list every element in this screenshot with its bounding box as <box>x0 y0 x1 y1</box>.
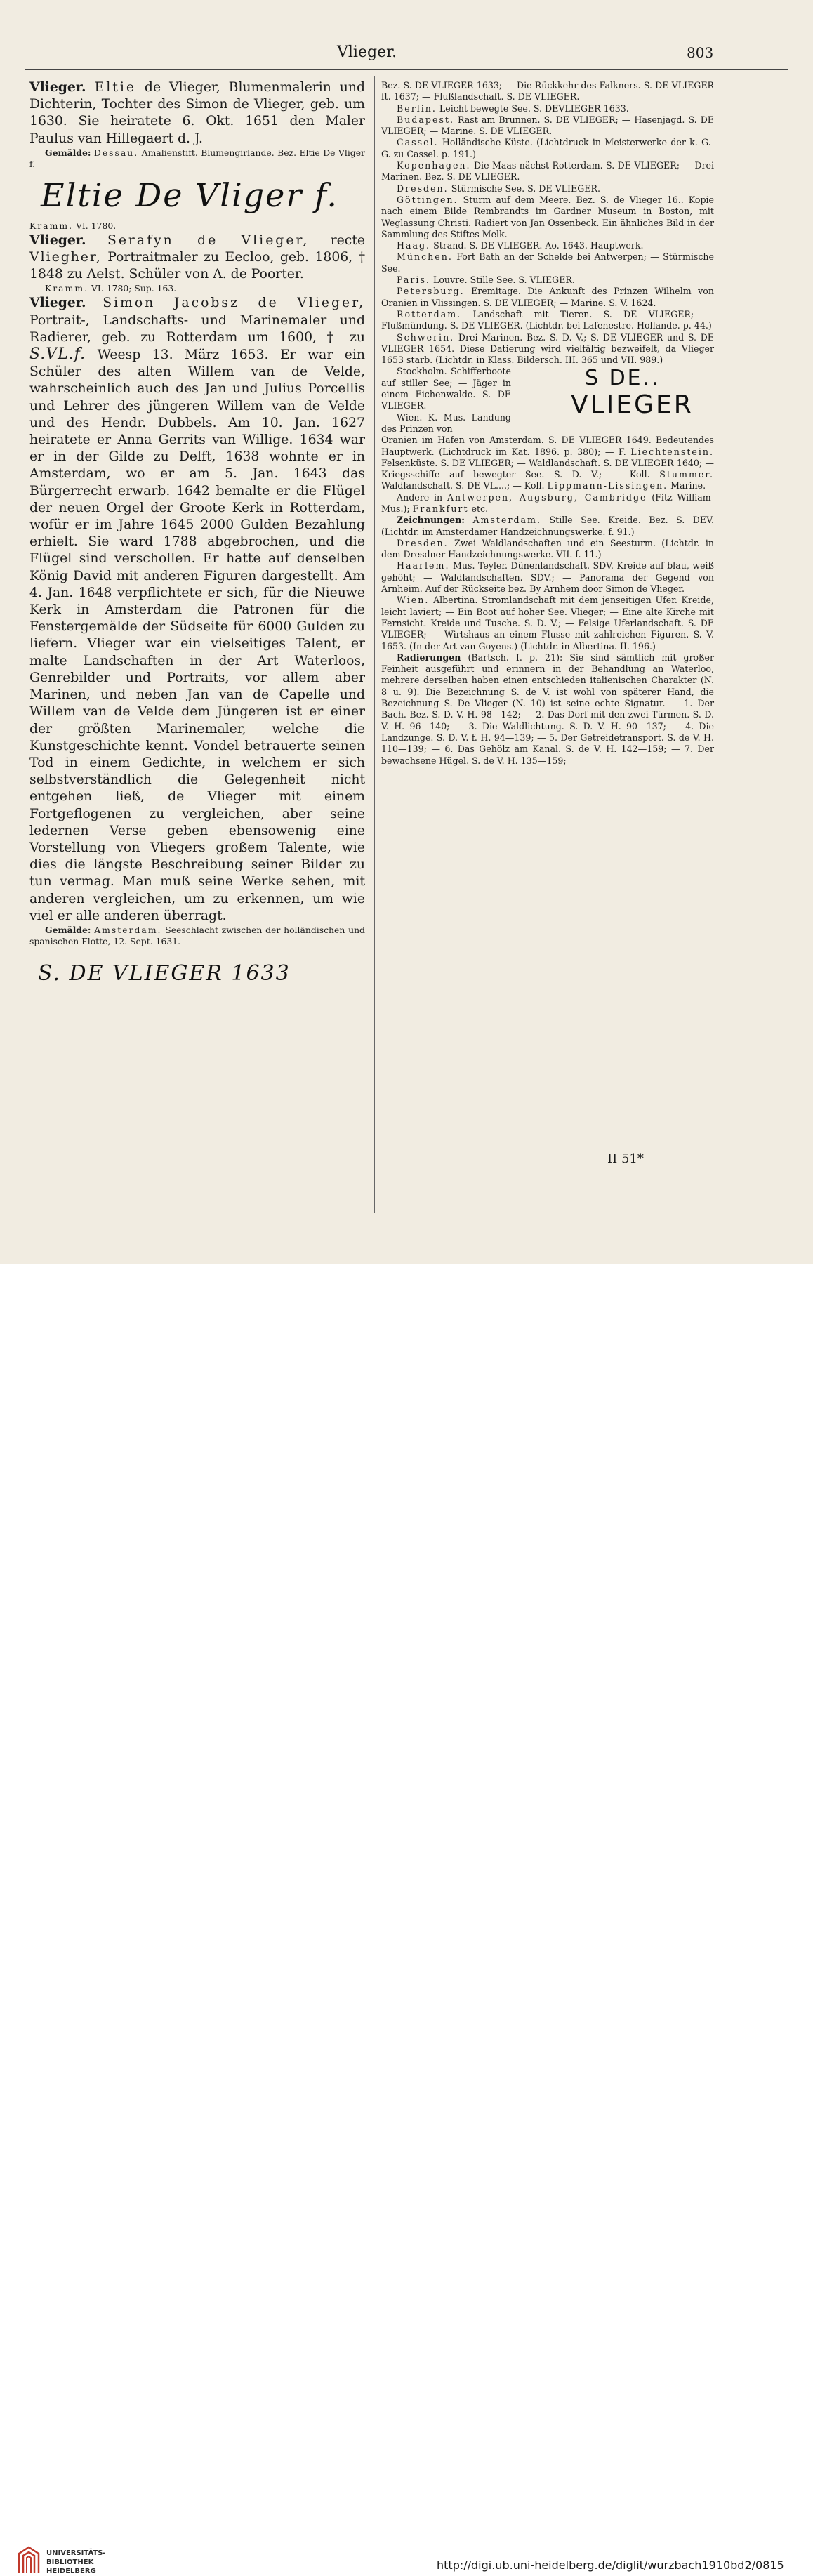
city: Dresden. <box>397 183 449 194</box>
works-text: Louvre. Stille See. S. VLIEGER. <box>432 275 575 286</box>
etchings-paragraph <box>381 652 714 767</box>
running-head: Vlieger. <box>337 44 397 61</box>
drawings-paragraph <box>381 538 714 561</box>
city: Petersburg. <box>397 286 465 297</box>
city: Rotterdam. <box>397 308 462 319</box>
entry-text: Portrait-, Landschafts- und Marinemaler und Radierer, geb. zu Rotterdam um 1600, † zu <box>29 312 365 345</box>
lemma: Vlieger. <box>29 232 86 248</box>
works-text: Andere in <box>397 491 443 503</box>
works-text: Marine. <box>670 480 706 491</box>
name-spaced: Eltie <box>94 80 136 95</box>
works-paragraph <box>381 160 714 183</box>
ref-eltie <box>29 220 365 232</box>
works-paragraph <box>381 240 714 251</box>
works-text: Leicht bewegte See. S. DEVLIEGER 1633. <box>439 103 629 114</box>
section-label: Radierungen <box>397 652 461 663</box>
library-logo-icon <box>17 2545 41 2575</box>
ref-text: VI. 1780; Sup. 163. <box>91 283 177 294</box>
works-label: Gemälde: <box>45 147 91 158</box>
name-spaced-2: Vliegher, <box>29 250 102 265</box>
collection-name: Liechtenstein. <box>630 446 714 457</box>
header-rule <box>25 69 788 70</box>
inline-signature: S.VL.f. <box>29 345 86 364</box>
works-paragraph <box>381 435 714 491</box>
works-label: Gemälde: <box>45 924 91 935</box>
works-paragraph-stockholm: Stockholm. Schifferboote auf stiller See; — Jäger in einem Eichenwalde. S. DE VLIEGER. <box>381 366 511 411</box>
works-paragraph <box>381 332 714 366</box>
drawings-paragraph <box>381 595 714 652</box>
city: Haarlem. <box>397 560 450 572</box>
city: Schwerin. <box>397 331 455 343</box>
city: Cassel. <box>397 137 439 148</box>
city: Haag. <box>397 240 431 251</box>
source-url[interactable]: http://digi.ub.uni-heidelberg.de/diglit/wurzbach1910bd2/0815 <box>437 2558 784 2572</box>
works-paragraph <box>381 137 714 160</box>
ref-text: VI. 1780. <box>75 220 117 231</box>
ref-author: Kramm. <box>29 220 74 231</box>
entry-text-2: Portraitmaler zu Eecloo, geb. 1806, † 1848 zu Aelst. Schüler von A. de Poorter. <box>29 250 365 282</box>
signature-line-1: S DE.. <box>585 366 661 391</box>
entry-simon <box>29 294 365 925</box>
works-text: etc. <box>471 503 489 514</box>
works-text: Zwei Waldlandschaften und ein Seesturm. (Lichtdr. in dem Dresdner Handzeichnungswerke. VII. f. 11.) <box>381 537 714 560</box>
works-text: Landschaft mit Tieren. S. DE VLIEGER; — Flußmündung. S. DE VLIEGER. (Lichtdr. bei Lafenestre. Hollande. p. 44.) <box>381 308 714 331</box>
signature-facsimile <box>571 366 718 419</box>
city: München. <box>397 251 453 263</box>
signature-eltie: Eltie De Vliger f. <box>41 176 338 214</box>
city: Dresden. <box>397 537 449 548</box>
stockholm-block <box>381 366 714 435</box>
entry-text: recte <box>330 232 365 248</box>
city: Berlin. <box>397 103 437 114</box>
works-text: Die Maas nächst Rotterdam. S. DE VLIEGER; — Drei Marinen. Bez. S. DE VLIEGER. <box>381 160 714 183</box>
library-name-line: UNIVERSITÄTS- <box>46 2549 106 2557</box>
works-city: Dessau. <box>93 147 139 158</box>
lemma: Vlieger. <box>29 295 86 311</box>
works-text: Albertina. Stromlandschaft mit dem jenseitigen Ufer. Kreide, leicht laviert; — Ein Boot auf hoher See. Vlieger; — Eine alte Kirche mit Fernsicht. Kreide und Tusche. S. D. V.; — Felsige Uferlandschaft. S. DE VLIEGER; — Wirtshaus an einem Flusse mit zahlreichen Figuren. S. V. 1653. (In der Art van Goyens.) (Lichtdr. in Albertina. II. 196.) <box>381 595 714 652</box>
works-eltie <box>29 147 365 170</box>
library-name-line: BIBLIOTHEK <box>46 2558 94 2566</box>
name-spaced: Serafyn de Vlieger, <box>107 232 310 248</box>
works-text: (Fitz William-Mus.); <box>381 491 714 514</box>
works-city: Amsterdam. <box>94 924 162 935</box>
works-text: Holländische Küste. (Lichtdruck in Meisterwerke der k. G.-G. zu Cassel. p. 191.) <box>381 137 714 159</box>
works-paragraph <box>381 275 714 286</box>
city: Wien. <box>397 595 430 606</box>
entry-text: de Vlieger, Blumenmalerin und Dichterin, Tochter des Simon de Vlieger, geb. um 1630. Sie heiratete 6. Okt. 1651 den Maler Paulus van Hillegaert d. J. <box>29 80 365 146</box>
section-label: Zeichnungen: <box>397 515 465 526</box>
column-divider <box>374 76 375 1213</box>
works-text: Waldlandschaft. S. DE VL....; — Koll. <box>381 480 545 491</box>
works-text: Drei Marinen. Bez. S. D. V.; S. DE VLIEGER und S. DE VLIEGER 1654. Diese Datierung wird vielfältig bezweifelt, da Vlieger 1653 starb. (Lichtdr. in Klass. Bildersch. III. 365 und VII. 989.) <box>381 331 714 366</box>
entry-eltie <box>29 79 365 147</box>
library-name <box>46 2549 106 2576</box>
city: Göttingen. <box>397 194 458 205</box>
works-text: Mus. Teyler. Dünenlandschaft. SDV. Kreide auf blau, weiß gehöht; — Waldlandschaften. SDV.; — Panorama der Gegend von Arnheim. Auf der Rückseite bez. By Arnhem door Simon de Vlieger. <box>381 560 714 595</box>
works-paragraph <box>381 286 714 309</box>
collection-name: Lippmann-Lissingen. <box>547 480 668 491</box>
works-text: Seeschlacht zwischen der holländischen und spanischen Flotte, 12. Sept. 1631. <box>29 924 365 946</box>
left-column <box>29 79 365 995</box>
works-paragraph <box>381 251 714 275</box>
library-name-line: HEIDELBERG <box>46 2568 96 2575</box>
city: Amsterdam. <box>472 515 541 526</box>
works-text: Strand. S. DE VLIEGER. Ao. 1643. Hauptwerk. <box>433 240 644 251</box>
works-paragraph: Bez. S. DE VLIEGER 1633; — Die Rückkehr des Falkners. S. DE VLIEGER ft. 1637; — Flußlandschaft. S. DE VLIEGER. <box>381 80 714 103</box>
works-text: Stürmische See. S. DE VLIEGER. <box>451 183 600 194</box>
scanned-page <box>0 0 813 1264</box>
drawings-paragraph <box>381 515 714 538</box>
collection-name: Stummer. <box>659 469 714 480</box>
city: Frankfurt <box>412 503 469 514</box>
works-paragraph <box>381 183 714 194</box>
signature-line-2: VLIEGER <box>571 390 694 420</box>
city: Budapest. <box>397 114 454 125</box>
city: Paris. <box>397 275 430 286</box>
right-column <box>381 80 714 767</box>
works-text: Felsenküste. S. DE VLIEGER; — Waldlandschaft. S. DE VLIEGER 1640; — Kriegsschiffe auf bewegter See. S. D. V.; — Koll. <box>381 457 714 480</box>
works-paragraph <box>381 194 714 240</box>
drawings-paragraph <box>381 560 714 595</box>
name-spaced: Simon Jacobsz de Vlieger, <box>103 296 365 311</box>
page-number: 803 <box>687 44 714 61</box>
ref-serafyn <box>29 283 365 294</box>
works-text: Oranien im Hafen von Amsterdam. S. DE VLIEGER 1649. Bedeutendes Hauptwerk. (Lichtdruck im Kat. 1896. p. 380); — F. <box>381 435 714 457</box>
signature-simon: S. DE VLIEGER 1633 <box>38 960 291 986</box>
lemma: Vlieger. <box>29 79 86 95</box>
works-paragraph <box>381 309 714 332</box>
city: Antwerpen, Augsburg, Cambridge <box>447 491 647 503</box>
works-paragraph <box>381 492 714 515</box>
ref-author: Kramm. <box>45 283 89 294</box>
works-text: Rast am Brunnen. S. DE VLIEGER; — Hasenjagd. S. DE VLIEGER; — Marine. S. DE VLIEGER. <box>381 114 714 137</box>
works-text: Eremitage. Die Ankunft des Prinzen Wilhelm von Oranien in Vlissingen. S. DE VLIEGER; — Marine. S. V. 1624. <box>381 286 714 308</box>
works-paragraph-wien-start: Wien. K. Mus. Landung des Prinzen von <box>381 411 511 434</box>
sheet-signature: II 51* <box>607 1151 644 1166</box>
works-text: (Bartsch. I. p. 21): Sie sind sämtlich mit großer Feinheit ausgeführt und erinnern in der Behandlung an Waterloo, mehrere derselben haben einen entschieden italienischen Charakter (N. 8 u. 9). Die Bezeichnung S. de V. ist wohl von späterer Hand, die Bezeichnung S. De Vlieger (N. 10) ist seine echte Signatur. — 1. Der Bach. Bez. S. D. V. H. 98—142; — 2. Das Dorf mit den zwei Türmen. S. D. V. H. 96—140; — 3. Die Waldlichtung. S. D. V. H. 90—137; — 4. Die Landzunge. S. D. V. f. H. 94—139; — 5. Der Getreidetransport. S. de V. H. 110—139; — 6. Das Gehölz am Kanal. S. de V. H. 142—159; — 7. Der bewachsene Hügel. S. de V. H. 135—159; <box>381 652 714 766</box>
works-text: Stille See. Kreide. Bez. S. DEV. (Lichtdr. im Amsterdamer Handzeichnungswerke. f. 91.) <box>381 515 714 537</box>
viewer-footer <box>0 1264 813 2575</box>
works-text: Fort Bath an der Schelde bei Antwerpen; — Stürmische See. <box>381 251 714 274</box>
works-simon <box>29 925 365 947</box>
works-text: Amalienstift. Blumengirlande. Bez. Eltie De Vliger f. <box>29 147 365 169</box>
city: Kopenhagen. <box>397 160 471 171</box>
works-paragraph <box>381 103 714 114</box>
entry-text-2: Weesp 13. März 1653. Er war ein Schüler des alten Willem van de Velde, wahrscheinlich auch des Jan und Julius Porcellis und Lehrer des jüngeren Willem van de Velde und des Hendr. Dubbels. Am 10. Jan. 1627 heiratete er Anna Gerrits van Willige. 1634 war er in der Gilde zu Delft, 1638 wohnte er in Amsterdam, wo er am 5. Jan. 1643 das Bürgerrecht erwarb. 1642 bemalte er die Flügel der neuen Orgel der Groote Kerk in Rotterdam, wofür er im Jahre 1645 2000 Gulden Bezahlung erhielt. Sie ward 1788 abgebrochen, und die Flügel sind verschollen. Er hatte auf denselben König David mit anderen Figuren dargestellt. Am 4. Jan. 1648 verpflichtete er sich, für die Nieuwe Kerk in Amsterdam die Patronen für die Fenstergemälde der Südseite für 6000 Gulden zu liefern. Vlieger war ein vielseitiges Talent, er malte Landschaften in der Art Waterloos, Genrebilder und Portraits, vor allem aber Marinen, und neben Jan van de Capelle und Willem van de Velde dem Jüngeren ist er einer der größten Marinemaler, welche die Kunstgeschichte kennt. Vondel betrauerte seinen Tod in einem Gedichte, in welchem er sich selbstverständlich die Gelegenheit nicht entgehen ließ, de Vlieger mit einem Fortgeflogenen zu vergleichen, aber seine ledernen Verse geben ebensowenig eine Vorstellung von Vliegers großem Talente, wie dies die längste Beschreibung seiner Bilder zu tun vermag. Man muß seine Werke sehen, mit anderen vergleichen, um zu erkennen, um wie viel er alle anderen überragt. <box>29 348 365 923</box>
entry-serafyn <box>29 232 365 284</box>
works-text: Sturm auf dem Meere. Bez. S. de Vlieger 16.. Kopie nach einem Bilde Rembrandts im Gardner Museum in Boston, mit Weglassung Christi. Radiert von Jan Ossenbeck. Ein ähnliches Bild in der Sammlung des Stiftes Melk. <box>381 194 714 239</box>
works-paragraph <box>381 114 714 138</box>
